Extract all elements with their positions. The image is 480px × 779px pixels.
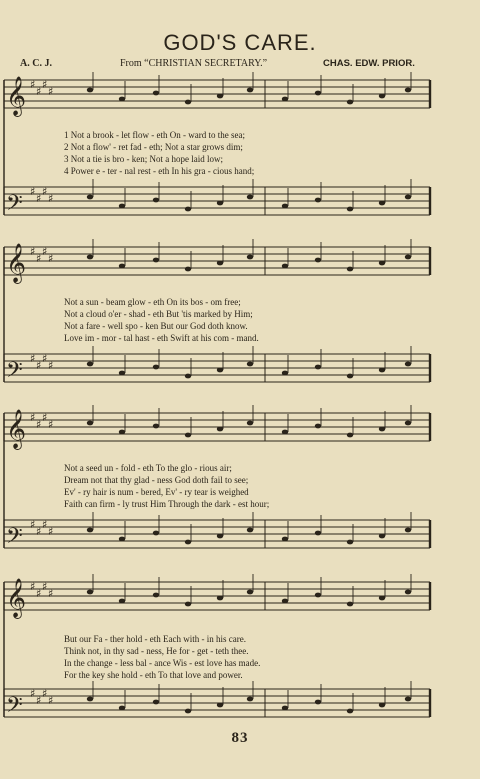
note-head — [185, 374, 191, 379]
treble-clef-icon: 𝄞 — [6, 409, 27, 449]
note-head — [282, 537, 288, 542]
note-head — [153, 531, 159, 536]
sharp-icon: ♯ — [42, 518, 48, 531]
sharp-icon: ♯ — [30, 687, 36, 700]
note-head — [153, 365, 159, 370]
note-head — [119, 204, 125, 209]
bass-clef-icon: 𝄢 — [6, 524, 23, 554]
note-head — [153, 424, 159, 429]
sharp-icon: ♯ — [48, 418, 54, 431]
note-head — [379, 201, 385, 206]
note-head — [282, 371, 288, 376]
note-head — [217, 596, 223, 601]
note-head — [315, 593, 321, 598]
sharp-icon: ♯ — [36, 359, 42, 372]
note-head — [315, 198, 321, 203]
note-head — [185, 709, 191, 714]
sharp-icon: ♯ — [42, 580, 48, 593]
lyric-line: Dream not that thy glad - ness God doth fail to see; — [64, 475, 249, 485]
note-head — [282, 430, 288, 435]
note-head — [379, 703, 385, 708]
note-head — [347, 709, 353, 714]
note-head — [247, 255, 253, 260]
sharp-icon: ♯ — [42, 185, 48, 198]
note-head — [119, 97, 125, 102]
note-head — [217, 261, 223, 266]
note-head — [119, 537, 125, 542]
sharp-icon: ♯ — [30, 185, 36, 198]
author-initials: A. C. J. — [20, 58, 52, 69]
note-head — [315, 424, 321, 429]
note-head — [217, 94, 223, 99]
treble-clef-icon: 𝄞 — [6, 76, 27, 116]
note-head — [379, 94, 385, 99]
note-head — [217, 534, 223, 539]
note-head — [119, 706, 125, 711]
lyric-line: 2 Not a flow' - ret fad - eth; Not a star grows dim; — [64, 142, 243, 152]
sharp-icon: ♯ — [30, 411, 36, 424]
note-head — [153, 593, 159, 598]
sharp-icon: ♯ — [48, 85, 54, 98]
note-head — [247, 421, 253, 426]
lyric-line: Think not, in thy sad - ness, He for - get - teth thee. — [64, 646, 249, 656]
page-number: 83 — [231, 730, 249, 746]
note-head — [379, 261, 385, 266]
sharp-icon: ♯ — [30, 245, 36, 258]
note-head — [379, 427, 385, 432]
lyric-line: 4 Power e - ter - nal rest - eth In his gra - cious hand; — [64, 166, 255, 176]
sharp-icon: ♯ — [48, 359, 54, 372]
note-head — [347, 100, 353, 105]
source-credit: From “CHRISTIAN SECRETARY.” — [120, 58, 268, 69]
note-head — [347, 602, 353, 607]
note-head — [87, 590, 93, 595]
note-head — [87, 195, 93, 200]
note-head — [405, 421, 411, 426]
note-head — [347, 207, 353, 212]
note-head — [282, 264, 288, 269]
note-head — [153, 700, 159, 705]
sharp-icon: ♯ — [36, 525, 42, 538]
note-head — [347, 267, 353, 272]
note-head — [247, 362, 253, 367]
sharp-icon: ♯ — [48, 192, 54, 205]
note-head — [247, 528, 253, 533]
lyric-line: Not a fare - well spo - ken But our God doth know. — [64, 321, 248, 331]
note-head — [185, 540, 191, 545]
sharp-icon: ♯ — [48, 525, 54, 538]
bass-clef-icon: 𝄢 — [6, 358, 23, 388]
note-head — [217, 368, 223, 373]
sharp-icon: ♯ — [42, 687, 48, 700]
note-head — [119, 371, 125, 376]
note-head — [185, 207, 191, 212]
note-head — [315, 700, 321, 705]
note-head — [185, 267, 191, 272]
note-head — [282, 706, 288, 711]
treble-clef-icon: 𝄞 — [6, 243, 27, 283]
note-head — [87, 88, 93, 93]
sharp-icon: ♯ — [30, 518, 36, 531]
note-head — [87, 528, 93, 533]
note-head — [315, 531, 321, 536]
sharp-icon: ♯ — [36, 192, 42, 205]
note-head — [379, 368, 385, 373]
note-head — [217, 427, 223, 432]
note-head — [315, 365, 321, 370]
note-head — [87, 362, 93, 367]
note-head — [119, 599, 125, 604]
sharp-icon: ♯ — [48, 694, 54, 707]
lyric-line: Faith can firm - ly trust Him Through the dark - est hour; — [64, 499, 270, 509]
sharp-icon: ♯ — [42, 411, 48, 424]
sharp-icon: ♯ — [36, 587, 42, 600]
sharp-icon: ♯ — [48, 587, 54, 600]
lyric-line: Ev' - ry hair is num - bered, Ev' - ry tear is weighed — [64, 487, 249, 497]
sharp-icon: ♯ — [36, 252, 42, 265]
note-head — [185, 100, 191, 105]
note-head — [247, 88, 253, 93]
note-head — [347, 540, 353, 545]
note-head — [217, 201, 223, 206]
note-head — [185, 433, 191, 438]
note-head — [405, 697, 411, 702]
note-head — [119, 430, 125, 435]
note-head — [379, 534, 385, 539]
treble-clef-icon: 𝄞 — [6, 578, 27, 618]
lyric-line: Not a cloud o'er - shad - eth But 'tis marked by Him; — [64, 309, 253, 319]
note-head — [315, 91, 321, 96]
note-head — [247, 697, 253, 702]
sharp-icon: ♯ — [42, 245, 48, 258]
composer-credit: CHAS. EDW. PRIOR. — [323, 58, 415, 69]
lyric-line: Love im - mor - tal hast - eth Swift at his com - mand. — [64, 333, 259, 343]
note-head — [153, 198, 159, 203]
note-head — [217, 703, 223, 708]
sharp-icon: ♯ — [48, 252, 54, 265]
note-head — [282, 97, 288, 102]
bass-clef-icon: 𝄢 — [6, 191, 23, 221]
sharp-icon: ♯ — [36, 85, 42, 98]
sharp-icon: ♯ — [30, 580, 36, 593]
note-head — [405, 590, 411, 595]
note-head — [347, 374, 353, 379]
note-head — [405, 195, 411, 200]
note-head — [153, 258, 159, 263]
sharp-icon: ♯ — [42, 352, 48, 365]
note-head — [347, 433, 353, 438]
note-head — [87, 421, 93, 426]
note-head — [185, 602, 191, 607]
lyric-line: But our Fa - ther hold - eth Each with - in his care. — [64, 634, 246, 644]
note-head — [87, 697, 93, 702]
lyric-line: Not a sun - beam glow - eth On its bos - om free; — [64, 297, 241, 307]
note-head — [247, 195, 253, 200]
sharp-icon: ♯ — [36, 694, 42, 707]
sharp-icon: ♯ — [30, 352, 36, 365]
sharp-icon: ♯ — [30, 78, 36, 91]
note-head — [379, 596, 385, 601]
note-head — [153, 91, 159, 96]
note-head — [405, 255, 411, 260]
note-head — [87, 255, 93, 260]
bass-clef-icon: 𝄢 — [6, 693, 23, 723]
sharp-icon: ♯ — [36, 418, 42, 431]
note-head — [405, 528, 411, 533]
lyric-line: For the key she hold - eth To that love and power. — [64, 670, 243, 680]
lyric-line: 3 Not a tie is bro - ken; Not a hope laid low; — [64, 154, 223, 164]
note-head — [405, 362, 411, 367]
note-head — [282, 204, 288, 209]
lyric-line: Not a seed un - fold - eth To the glo - rious air; — [64, 463, 232, 473]
note-head — [282, 599, 288, 604]
lyric-line: 1 Not a brook - let flow - eth On - ward to the sea; — [64, 130, 245, 140]
note-head — [119, 264, 125, 269]
note-head — [247, 590, 253, 595]
lyric-line: In the change - less bal - ance Wis - est love has made. — [64, 658, 261, 668]
sharp-icon: ♯ — [42, 78, 48, 91]
hymn-title: GOD'S CARE. — [163, 30, 317, 55]
note-head — [315, 258, 321, 263]
note-head — [405, 88, 411, 93]
